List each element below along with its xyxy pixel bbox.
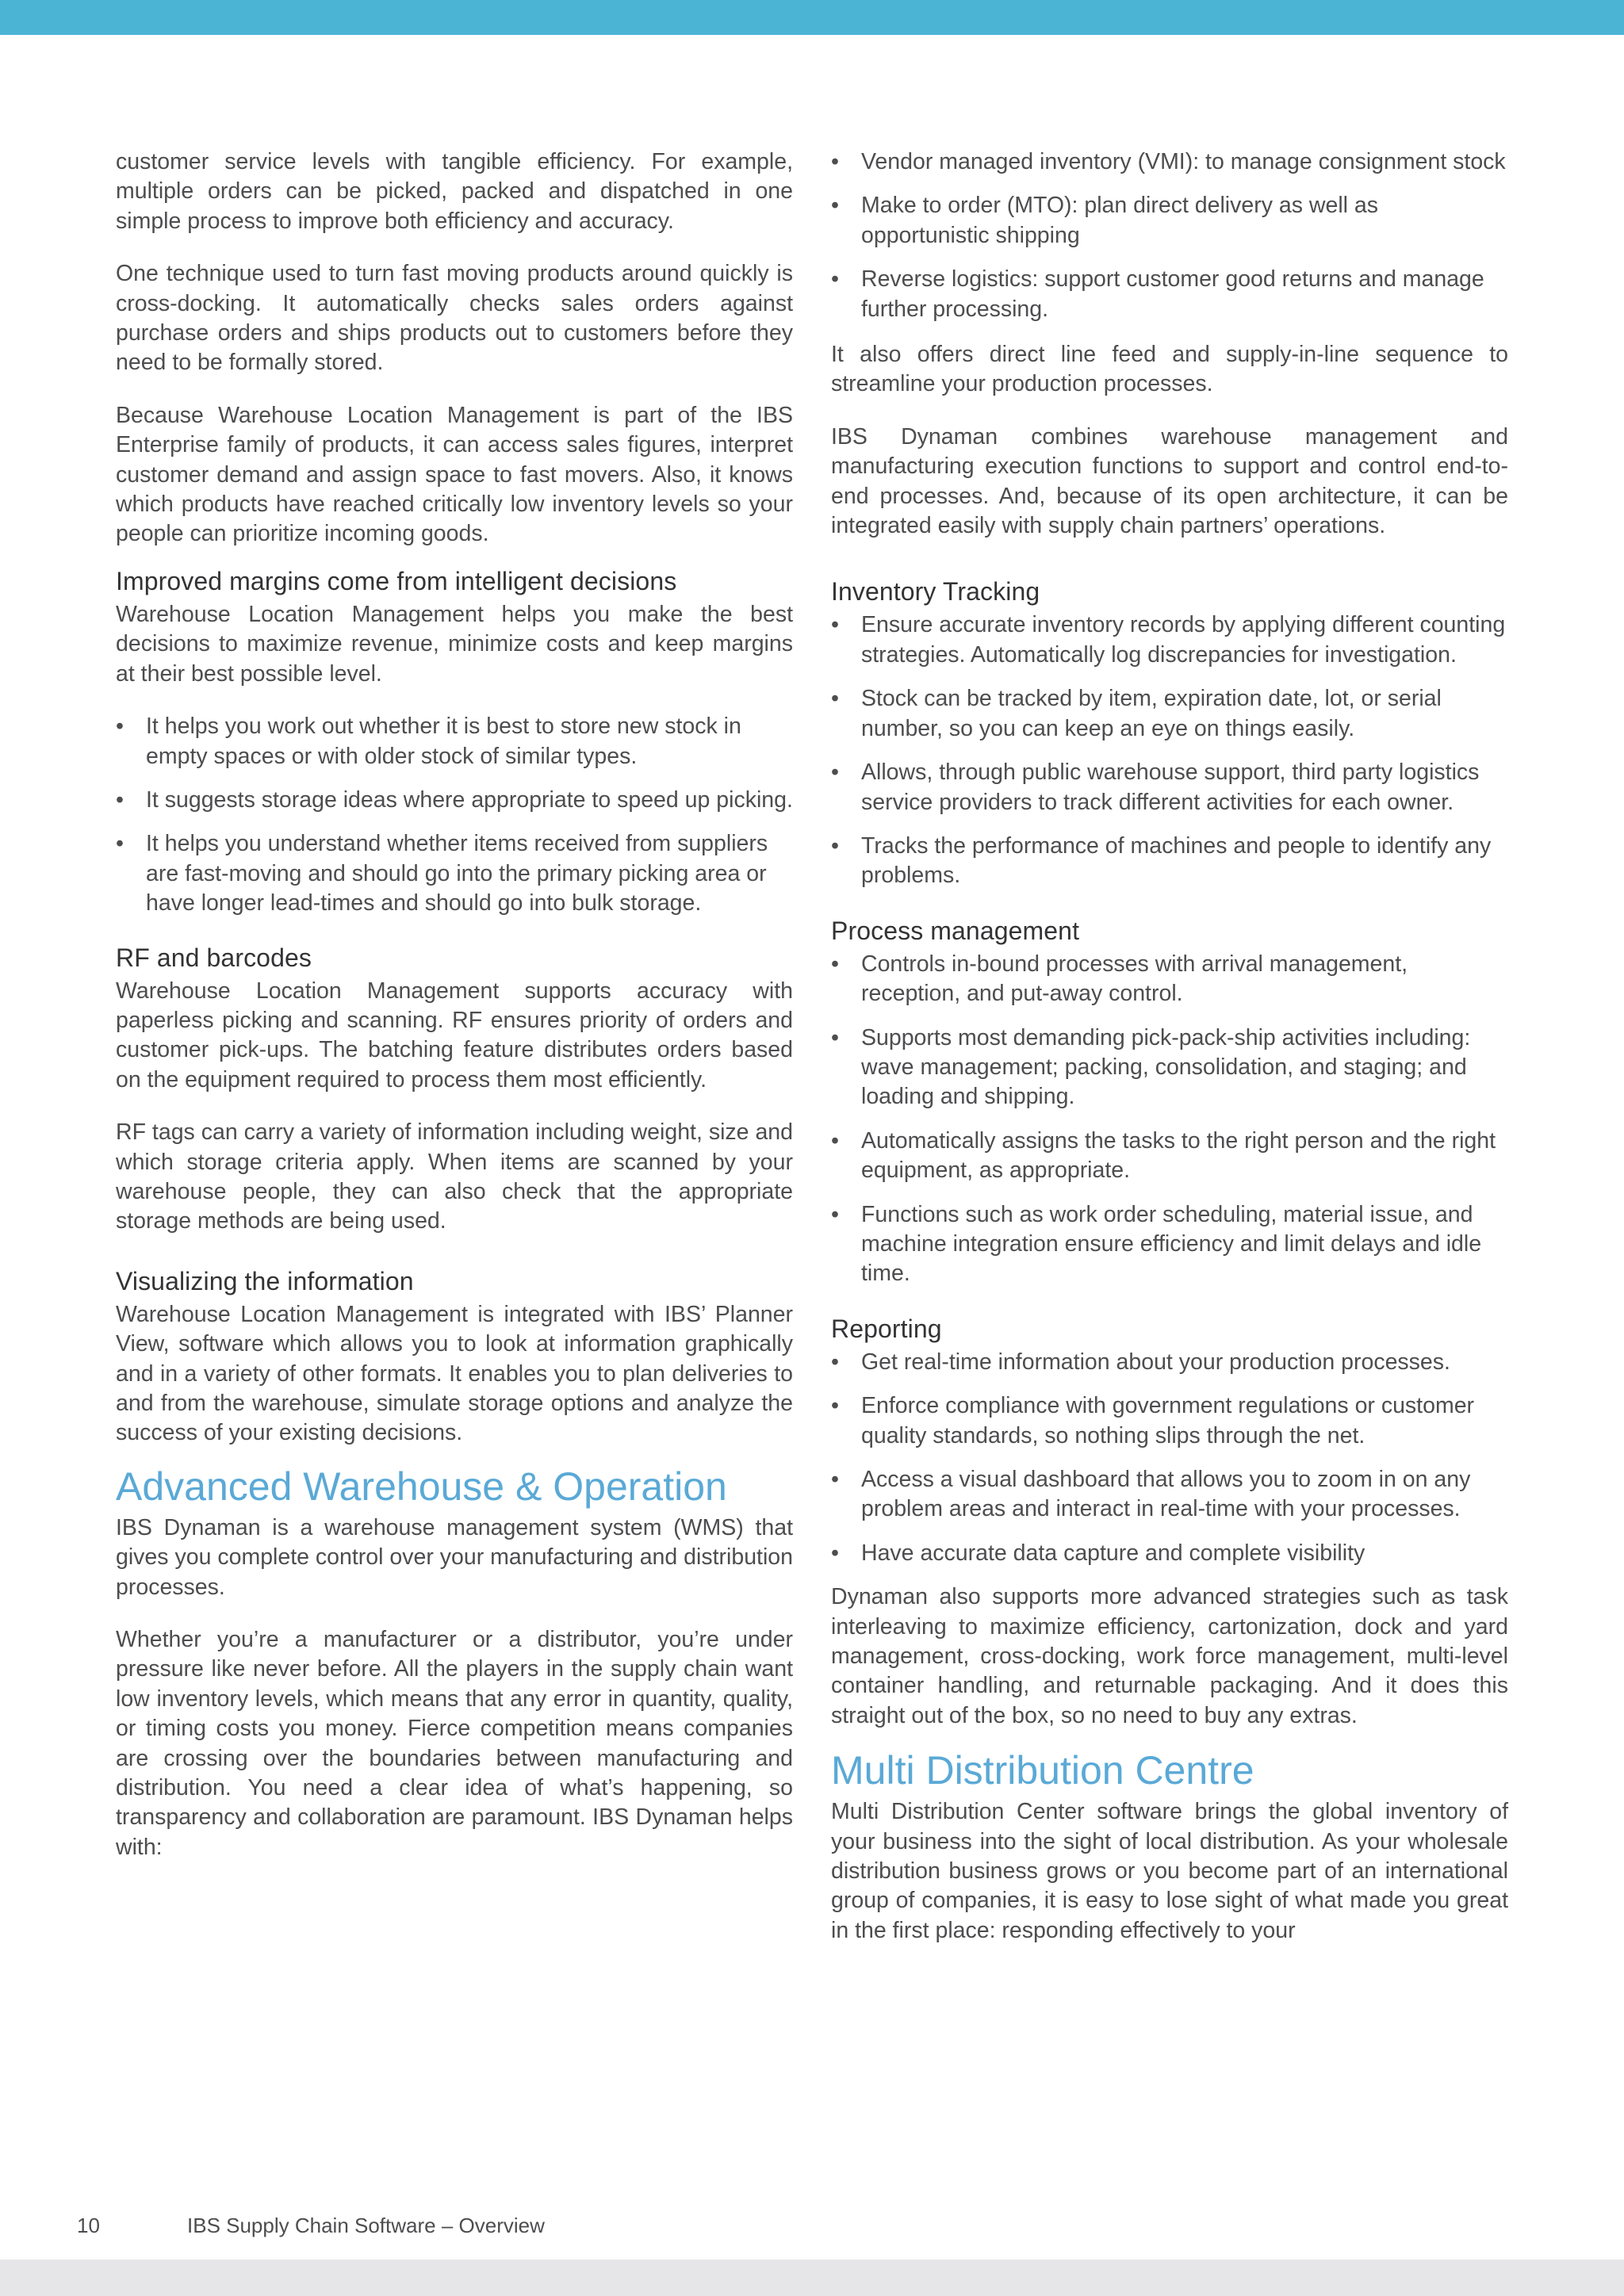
footer-title: IBS Supply Chain Software – Overview: [187, 2214, 545, 2237]
bullet-list-margins: [116, 712, 793, 918]
list-item: • It suggests storage ideas where appropriate to speed up picking.: [116, 786, 793, 815]
left-column: [116, 147, 793, 1885]
list-item: • Access a visual dashboard that allows you to zoom in on any problem areas and interact in real-time with your processes.: [831, 1465, 1508, 1525]
bullet-list-inventory: [831, 610, 1508, 890]
subheading-improved-margins: Improved margins come from intelligent decisions: [116, 566, 677, 595]
bullet-list-dynaman: [831, 147, 1508, 324]
paragraph: IBS Dynaman is a warehouse management system (WMS) that gives you complete control over your manufacturing and distribution processes.: [116, 1514, 793, 1600]
paragraph: Warehouse Location Management is integrated with IBS’ Planner View, software which allows you to look at information graphically and in a variety of other formats. It enables you to plan deliveries to and from the warehouse, simulate storage options and analyze the success of your existing decisions.: [116, 1301, 793, 1446]
subheading-reporting: Reporting: [831, 1314, 942, 1343]
list-item: • It helps you understand whether items received from suppliers are fast-moving and should go into the primary picking area or have longer lead-times and should go into bulk storage.: [116, 829, 793, 918]
list-item: • Stock can be tracked by item, expiration date, lot, or serial number, so you can keep an eye on things easily.: [831, 684, 1508, 744]
list-item: • It helps you work out whether it is best to store new stock in empty spaces or with older stock of similar types.: [116, 712, 793, 771]
subheading-visualizing: Visualizing the information: [116, 1266, 414, 1295]
subheading-inventory-tracking: Inventory Tracking: [831, 577, 1040, 607]
paragraph: Because Warehouse Location Management is part of the IBS Enterprise family of products, it can access sales figures, interpret customer demand and assign space to fast movers. Also, it knows which products have reached critically low inventory levels so your people can prioritize incoming goods.: [116, 402, 793, 547]
section-heading-multi-distribution: Multi Distribution Centre: [831, 1748, 1254, 1793]
paragraph: Whether you’re a manufacturer or a distributor, you’re under pressure like never before. All the players in the supply chain want low inventory levels, which means that any error in quantity, quality, or timing costs you money. Fierce competition means companies are crossing over the boundaries between manufacturing and distribution. You need a clear idea of what’s happening, so transparency and collaboration are paramount. IBS Dynaman helps with:: [116, 1627, 793, 1860]
list-item: • Make to order (MTO): plan direct delivery as well as opportunistic shipping: [831, 191, 1508, 251]
paragraph: IBS Dynaman combines warehouse management and manufacturing execution functions to support and control end-to-end processes. And, because of its open architecture, it can be integrated easily with supply chain partners’ operations.: [831, 423, 1508, 539]
paragraph: Dynaman also supports more advanced strategies such as task interleaving to maximize efficiency, cartonization, dock and yard management, cross-docking, work force management, multi-level container handling, and returnable packaging. And it does this straight out of the box, so no need to buy any extras.: [831, 1584, 1508, 1728]
right-column: [831, 147, 1508, 1969]
list-item: • Get real-time information about your production processes.: [831, 1348, 1508, 1377]
bullet-list-process: [831, 950, 1508, 1289]
list-item: • Allows, through public warehouse support, third party logistics service providers to track different activities for each owner.: [831, 758, 1508, 817]
paragraph: customer service levels with tangible efficiency. For example, multiple orders can be picked, packed and dispatched in one simple process to improve both efficiency and accuracy.: [116, 149, 793, 234]
paragraph: RF tags can carry a variety of information including weight, size and which storage criteria apply. When items are scanned by your warehouse people, they can also check that the appropriate storage methods are being used.: [116, 1119, 793, 1234]
list-item: • Enforce compliance with government regulations or customer quality standards, so nothing slips through the net.: [831, 1391, 1508, 1451]
bullet-list-reporting: [831, 1348, 1508, 1568]
list-item: • Ensure accurate inventory records by applying different counting strategies. Automatically log discrepancies for investigation.: [831, 610, 1508, 670]
bottom-bar: [0, 2260, 1624, 2296]
paragraph: One technique used to turn fast moving products around quickly is cross-docking. It automatically checks sales orders against purchase orders and ships products out to customers before they need to be formally stored.: [116, 261, 793, 376]
page-number: 10: [77, 2214, 100, 2237]
list-item: • Reverse logistics: support customer good returns and manage further processing.: [831, 265, 1508, 324]
top-accent-bar: [0, 0, 1624, 35]
subheading-process-management: Process management: [831, 916, 1080, 945]
list-item: • Automatically assigns the tasks to the right person and the right equipment, as appropriate.: [831, 1127, 1508, 1186]
section-heading-advanced-warehouse: Advanced Warehouse & Operation: [116, 1464, 727, 1509]
list-item: • Functions such as work order scheduling, material issue, and machine integration ensure efficiency and limit delays and idle time.: [831, 1200, 1508, 1289]
paragraph: It also offers direct line feed and supply-in-line sequence to streamline your production processes.: [831, 342, 1508, 397]
paragraph: Warehouse Location Management helps you make the best decisions to maximize revenue, minimize costs and keep margins at their best possible level.: [116, 601, 793, 687]
list-item: • Have accurate data capture and complete visibility: [831, 1539, 1508, 1568]
list-item: • Supports most demanding pick-pack-ship activities including: wave management; packing, consolidation, and staging; and loading and shipping.: [831, 1024, 1508, 1112]
list-item: • Vendor managed inventory (VMI): to manage consignment stock: [831, 147, 1508, 177]
paragraph: Multi Distribution Center software brings the global inventory of your business into the sight of local distribution. As your wholesale distribution business grows or you become part of an international group of companies, it is easy to lose sight of what made you great in the first place: responding effectively to your: [831, 1799, 1508, 1943]
paragraph: Warehouse Location Management supports accuracy with paperless picking and scanning. RF ensures priority of orders and customer pick-ups. The batching feature distributes orders based on the equipment required to process them most efficiently.: [116, 978, 793, 1093]
list-item: • Controls in-bound processes with arrival management, reception, and put-away control.: [831, 950, 1508, 1009]
subheading-rf-barcodes: RF and barcodes: [116, 943, 312, 972]
list-item: • Tracks the performance of machines and people to identify any problems.: [831, 832, 1508, 891]
